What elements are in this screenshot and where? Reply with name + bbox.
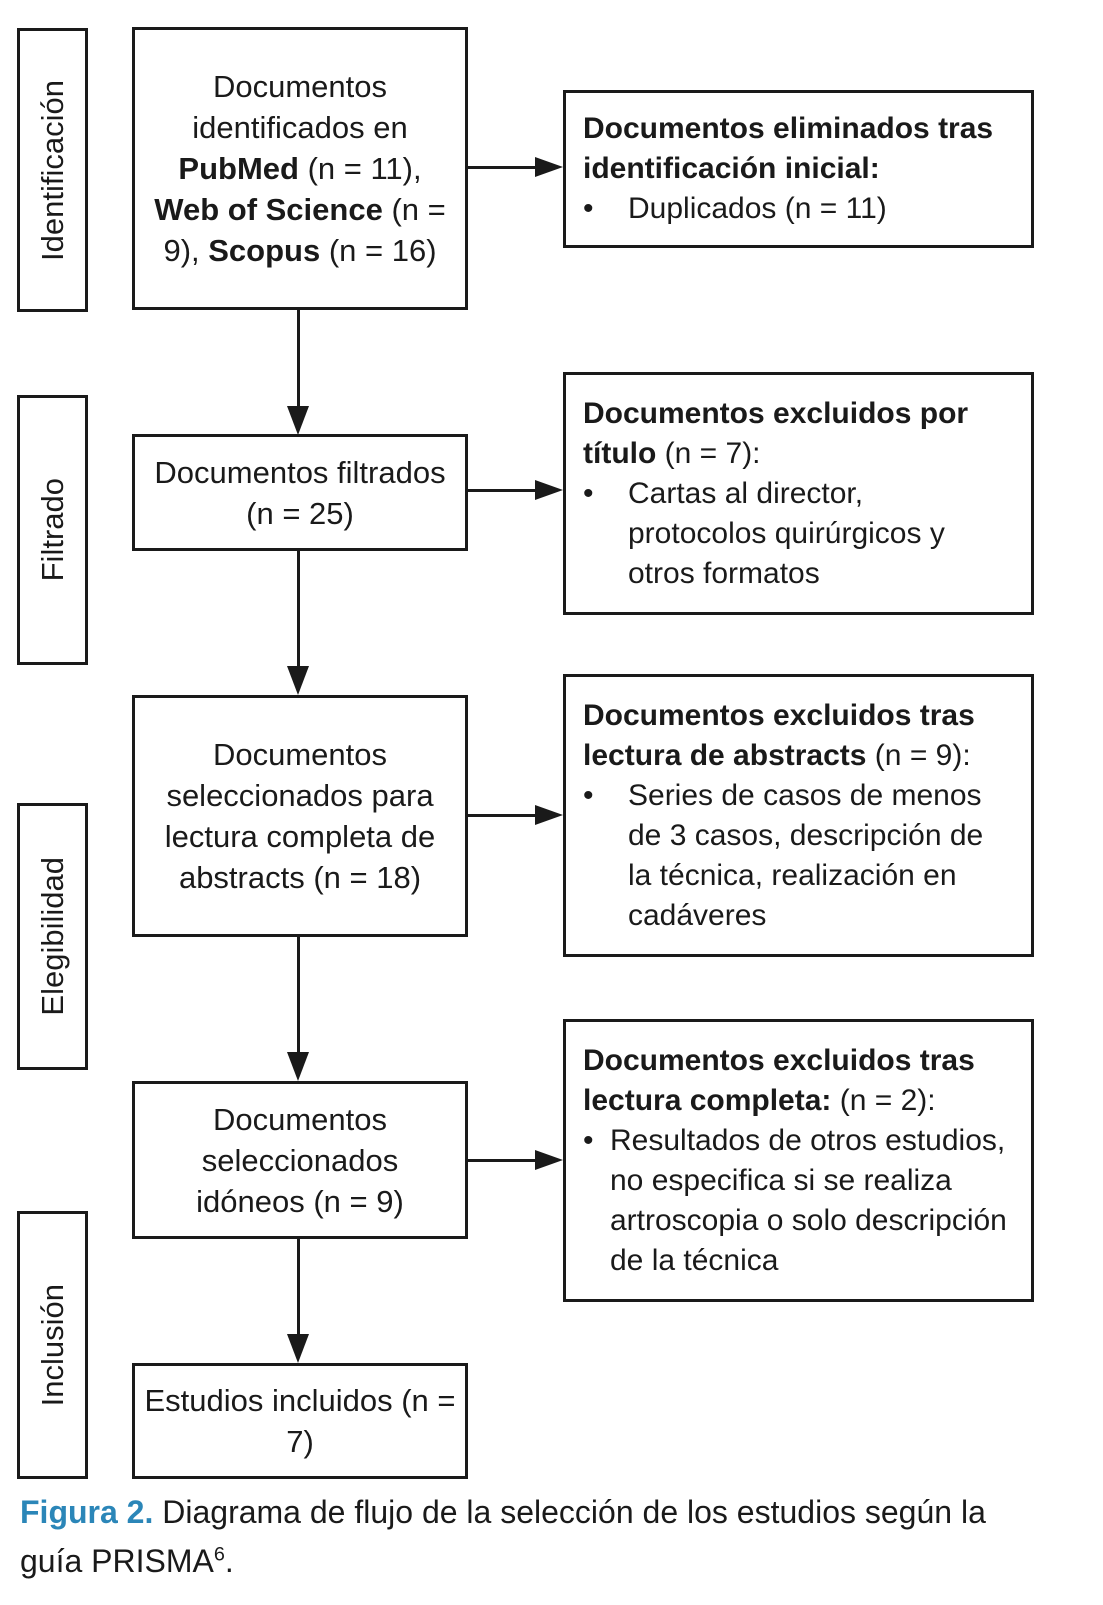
identified-seg-4: (n = 9),: [163, 192, 446, 268]
stage-label-identificacion-text: Identificación: [34, 79, 70, 261]
flow-box-included: [132, 1363, 468, 1479]
bullet-dot: •: [583, 192, 594, 225]
identified-seg-pubmed: PubMed: [178, 151, 299, 186]
exclusion-box-fulltext-bullets: [583, 1121, 1009, 1281]
bullet-text: Cartas al director, protocolos quirúrgicos y otros formatos: [628, 476, 945, 590]
flow-box-identified: [132, 27, 468, 310]
flow-box-included-text: Estudios incluidos (n = 7): [144, 1383, 456, 1459]
stage-label-inclusion-text: Inclusión: [34, 1283, 70, 1407]
exclusion-box-title-title-rest: (n = 7):: [656, 436, 761, 470]
flow-box-abstracts: [132, 695, 468, 937]
arrow-right-3-line: [468, 814, 537, 817]
exclusion-box-abstracts-bullets: [583, 776, 1009, 936]
arrow-down-1-line: [297, 310, 300, 409]
arrow-down-4-head: [287, 1334, 309, 1363]
flow-box-screened: [132, 434, 468, 551]
arrow-down-3-head: [287, 1052, 309, 1081]
identified-seg-6: (n = 16): [320, 233, 437, 268]
stage-label-identificacion: [17, 28, 88, 312]
arrow-right-4-line: [468, 1159, 537, 1162]
stage-label-elegibilidad-text: Elegibilidad: [34, 857, 70, 1016]
exclusion-box-fulltext: [563, 1019, 1034, 1302]
flow-box-screened-text: Documentos filtrados (n = 25): [154, 454, 446, 531]
arrow-right-1-line: [468, 166, 537, 169]
bullet-dot: •: [583, 1123, 594, 1157]
arrow-down-1-head: [287, 406, 309, 435]
figure-caption: [20, 1488, 1030, 1586]
bullet-item: [583, 474, 1009, 594]
flow-box-identified-text: [144, 66, 456, 271]
exclusion-box-fulltext-title: [583, 1041, 1009, 1121]
flow-box-eligible: [132, 1081, 468, 1239]
arrow-right-1-head: [535, 157, 563, 177]
arrow-down-2-line: [297, 551, 300, 669]
exclusion-box-abstracts-title-bold: Documentos excluidos tras lectura de abstracts: [583, 698, 975, 772]
exclusion-box-initial-bullets: [583, 189, 1009, 229]
identified-seg-wos: Web of Science: [154, 192, 383, 227]
arrow-down-3-line: [297, 937, 300, 1055]
figure-caption-superscript: 6: [213, 1543, 225, 1566]
bullet-text: Duplicados (n = 11): [628, 192, 887, 225]
exclusion-box-initial-title: [583, 109, 1009, 189]
arrow-down-2-head: [287, 666, 309, 695]
bullet-text: Resultados de otros estudios, no especifica si se realiza artroscopia o solo descripción de la técnica: [610, 1123, 1007, 1277]
exclusion-box-abstracts-title: [583, 696, 1009, 776]
figure-caption-period: .: [224, 1543, 234, 1579]
exclusion-box-title-title: [583, 394, 1009, 474]
figure-caption-body: Diagrama de flujo de la selección de los estudios según la guía PRISMA: [20, 1494, 986, 1579]
exclusion-box-title-bullets: [583, 474, 1009, 594]
stage-label-elegibilidad: [17, 803, 88, 1070]
flow-box-eligible-text: Documentos seleccionados idóneos (n = 9): [196, 1101, 404, 1219]
arrow-right-2-head: [535, 480, 563, 500]
bullet-item: [583, 776, 1009, 936]
exclusion-box-abstracts: [563, 674, 1034, 957]
exclusion-box-fulltext-title-rest: (n = 2):: [831, 1083, 936, 1117]
bullet-text: Series de casos de menos de 3 casos, descripción de la técnica, realización en cadáveres: [628, 778, 984, 932]
exclusion-box-initial: [563, 90, 1034, 248]
flow-box-abstracts-text: Documentos seleccionados para lectura completa de abstracts (n = 18): [164, 737, 436, 895]
bullet-item: [583, 189, 1009, 229]
stage-label-filtrado: [17, 395, 88, 665]
identified-seg-2: (n = 11),: [298, 151, 422, 186]
bullet-item: [583, 1121, 1009, 1281]
arrow-right-2-line: [468, 489, 537, 492]
bullet-dot: •: [583, 778, 594, 812]
arrow-down-4-line: [297, 1239, 300, 1337]
exclusion-box-fulltext-title-bold: Documentos excluidos tras lectura completa:: [583, 1043, 975, 1117]
arrow-right-3-head: [535, 805, 563, 825]
exclusion-box-title: [563, 372, 1034, 615]
stage-label-filtrado-text: Filtrado: [34, 478, 70, 582]
exclusion-box-title-title-bold: Documentos excluidos por título: [583, 396, 969, 470]
arrow-right-4-head: [535, 1150, 563, 1170]
figure-caption-label: Figura 2.: [20, 1494, 154, 1530]
identified-seg-scopus: Scopus: [208, 233, 321, 268]
exclusion-box-initial-title-bold: Documentos eliminados tras identificación inicial:: [583, 112, 994, 185]
bullet-dot: •: [583, 476, 594, 510]
exclusion-box-abstracts-title-rest: (n = 9):: [866, 738, 971, 772]
identified-seg-0: Documentos identificados en: [192, 69, 408, 145]
stage-label-inclusion: [17, 1211, 88, 1479]
